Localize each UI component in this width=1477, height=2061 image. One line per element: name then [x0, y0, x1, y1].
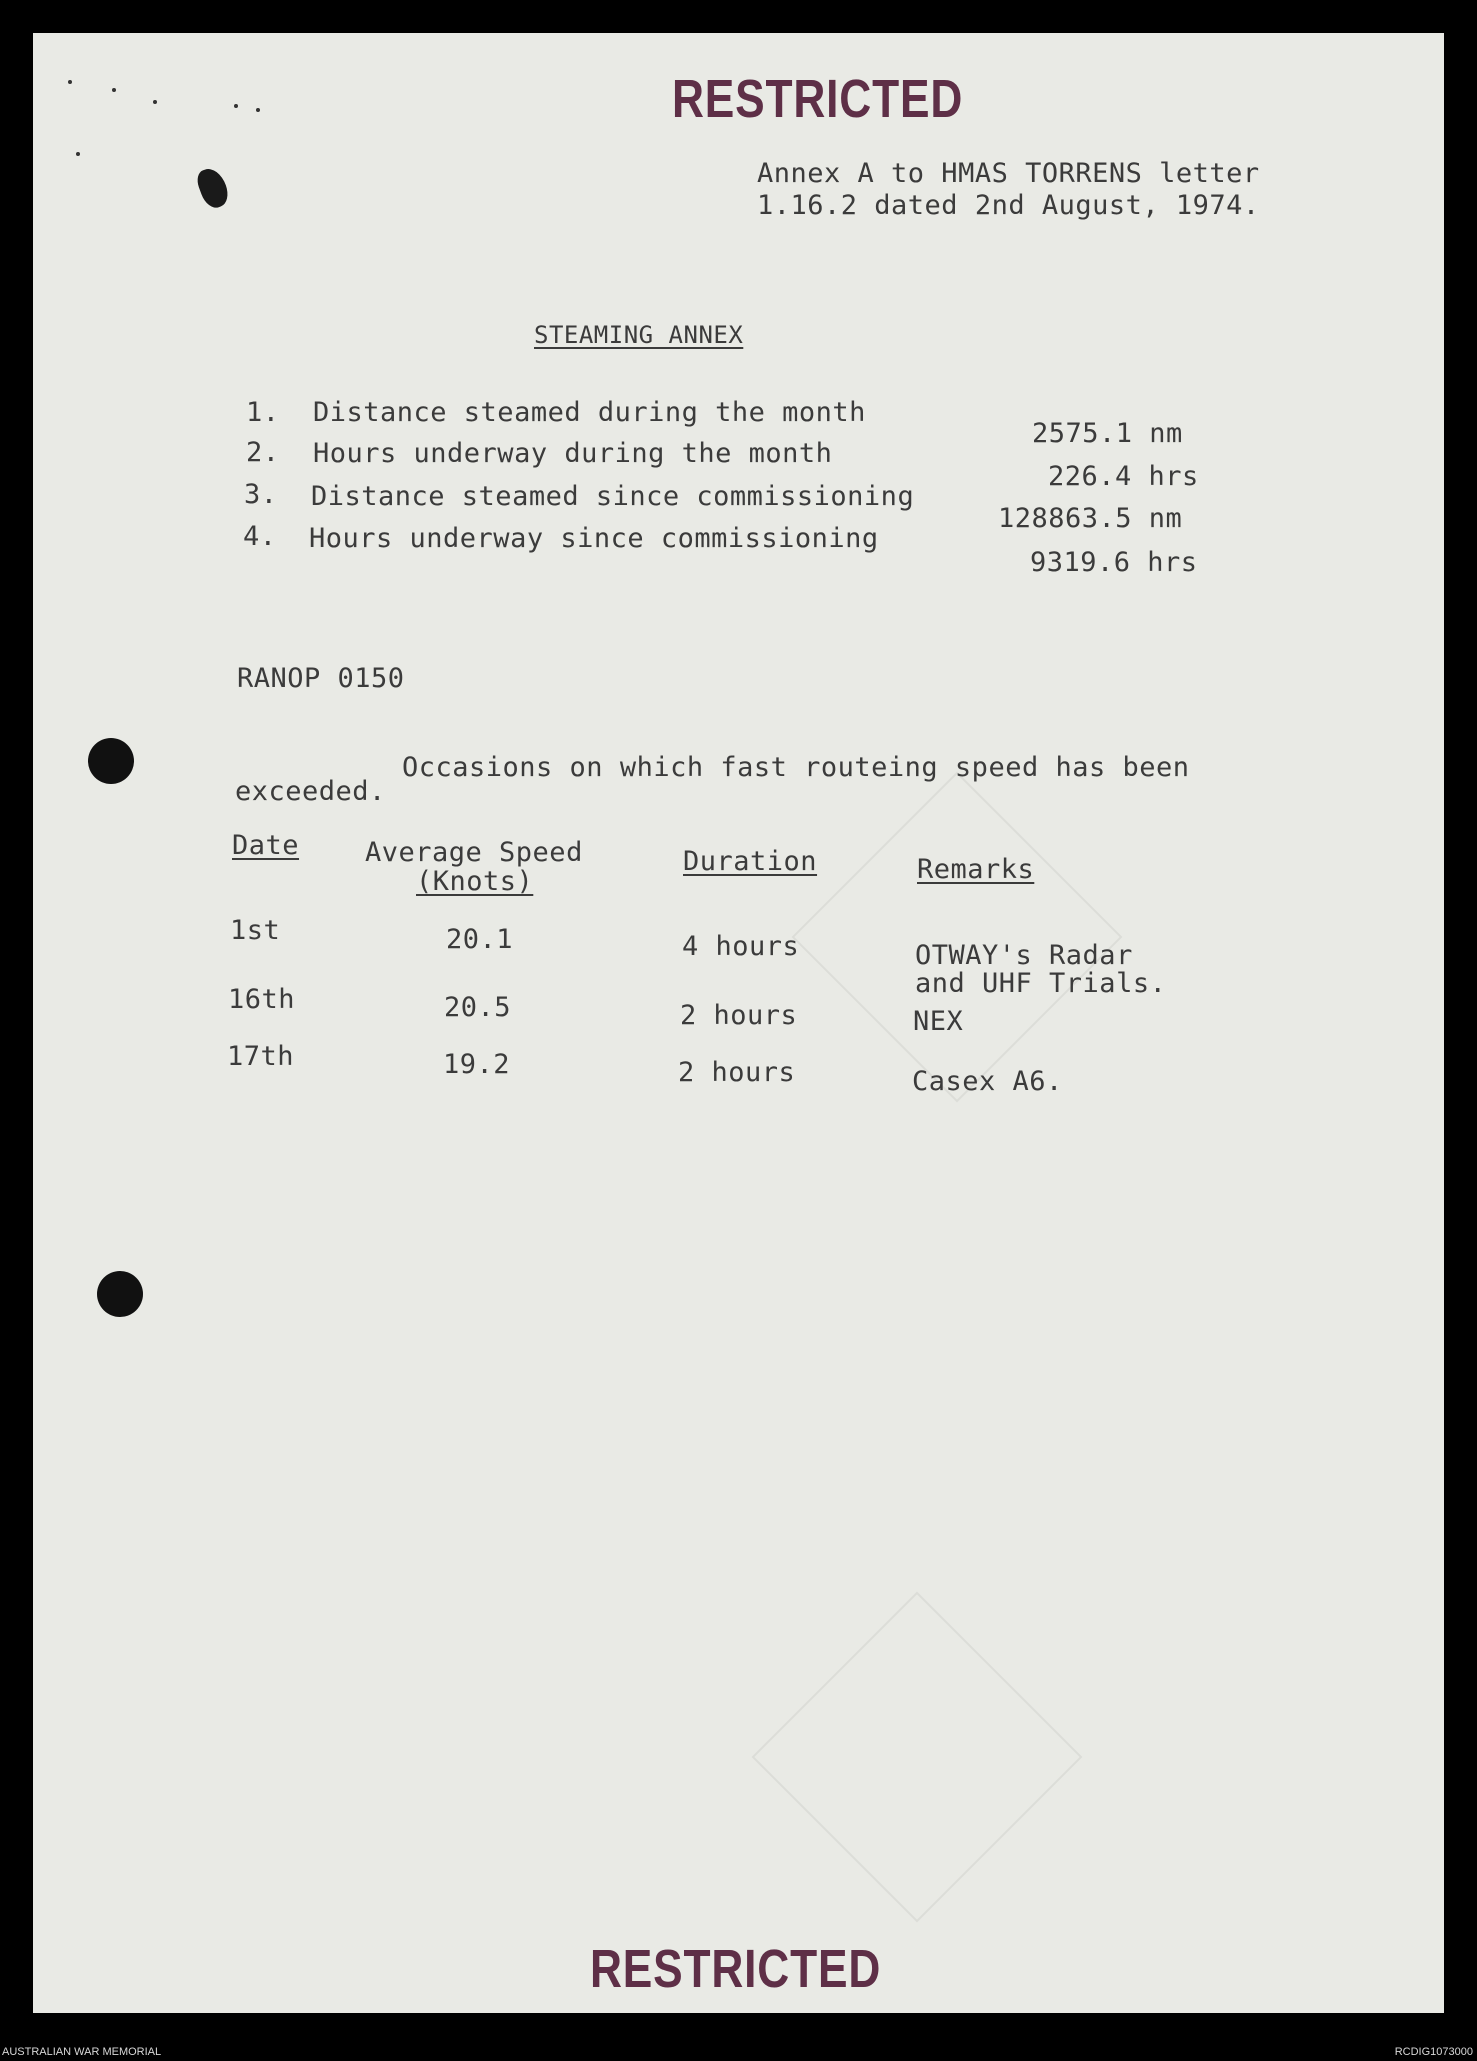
header-remarks: Remarks	[917, 854, 1035, 885]
row3-date: 17th	[227, 1041, 295, 1072]
footer-archive-id: RCDIG1073000	[1394, 2046, 1473, 2058]
row2-duration: 2 hours	[680, 1000, 798, 1031]
stat-label-1: Distance steamed during the month	[313, 397, 866, 428]
stat-num-4: 4.	[243, 521, 277, 552]
reference-line-1: Annex A to HMAS TORRENS letter	[757, 158, 1260, 189]
stat-value-4: 9319.6 hrs	[1030, 547, 1198, 578]
row1-remarks-line-2: and UHF Trials.	[915, 968, 1167, 999]
ranop-reference: RANOP 0150	[237, 663, 405, 694]
row1-date: 1st	[230, 915, 281, 946]
pin-hole	[76, 152, 80, 156]
row3-remarks: Casex A6.	[912, 1066, 1063, 1097]
header-speed-line-2: (Knots)	[416, 866, 534, 897]
punch-hole-top	[88, 738, 134, 784]
restricted-stamp-bottom: RESTRICTED	[590, 1939, 882, 1999]
footer-archive-name: AUSTRALIAN WAR MEMORIAL	[2, 2046, 162, 2058]
stat-value-3: 128863.5 nm	[998, 503, 1183, 534]
header-duration: Duration	[683, 846, 818, 877]
pin-hole	[153, 100, 157, 104]
reference-line-2: 1.16.2 dated 2nd August, 1974.	[757, 190, 1260, 221]
row1-speed: 20.1	[446, 924, 514, 955]
row2-remarks: NEX	[913, 1006, 964, 1037]
row2-speed: 20.5	[444, 992, 512, 1023]
header-speed-line-1: Average Speed	[365, 837, 583, 868]
stat-num-3: 3.	[244, 479, 278, 510]
row3-duration: 2 hours	[678, 1057, 796, 1088]
stat-num-1: 1.	[246, 397, 280, 428]
stat-value-2: 226.4 hrs	[1048, 461, 1199, 492]
punch-hole-bottom	[97, 1271, 143, 1317]
stat-label-3: Distance steamed since commissioning	[311, 481, 915, 512]
pin-hole	[256, 108, 260, 112]
pin-hole	[234, 104, 238, 108]
restricted-stamp-top: RESTRICTED	[672, 69, 964, 129]
steaming-annex-heading: STEAMING ANNEX	[534, 321, 744, 349]
row1-remarks-line-1: OTWAY's Radar	[915, 940, 1133, 971]
pin-hole	[68, 80, 72, 84]
occasions-line-2: exceeded.	[235, 776, 386, 807]
row1-duration: 4 hours	[682, 931, 800, 962]
stat-label-2: Hours underway during the month	[313, 438, 833, 469]
header-date: Date	[232, 830, 300, 861]
stat-value-1: 2575.1 nm	[1032, 418, 1183, 449]
row2-date: 16th	[228, 984, 296, 1015]
stat-label-4: Hours underway since commissioning	[309, 523, 879, 554]
pin-hole	[112, 88, 116, 92]
stat-num-2: 2.	[246, 437, 280, 468]
occasions-line-1: Occasions on which fast routeing speed has been	[402, 752, 1190, 783]
row3-speed: 19.2	[443, 1049, 511, 1080]
